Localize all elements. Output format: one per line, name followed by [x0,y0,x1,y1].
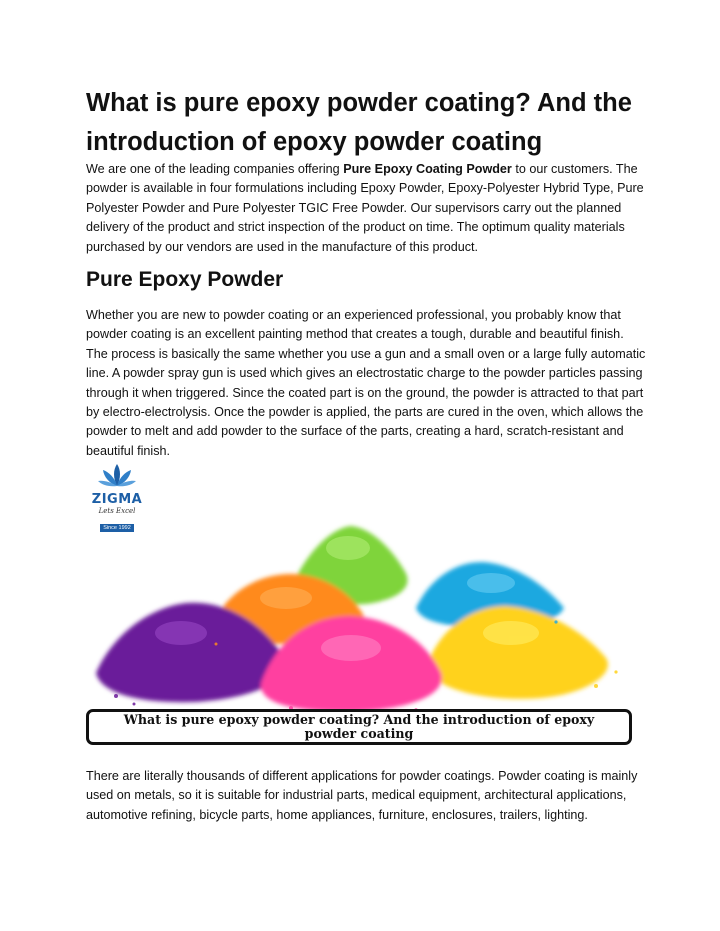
powder-piles-illustration [86,458,638,750]
intro-text-start: We are one of the leading companies offering [86,162,344,176]
intro-text-end: to our customers. The powder is available in four formulations including Epoxy Powder, Epoxy-Polyester Hybrid Type, Pure Polyester Powder and Pure Polyester TGIC Free Powder. Our supervisors carry out the planned delivery of the product and strict inspection of the product on time. The optimum quality materials purchased by our vendors are used in the manufacture of this product. [86,162,644,254]
section-paragraph: Whether you are new to powder coating or an experienced professional, you probably know that powder coating is an excellent painting method that creates a tough, durable and beautiful finish. The process is basically the same whether you use a gun and a small oven or a large fully automatic line. A powder spray gun is used which gives an electrostatic charge to the powder particles passing through it when triggered. Since the coated part is on the ground, the powder is attracted to that part by electro-electrolysis. Once the powder is applied, the parts are cured in the oven, which allows the powder to melt and add powder to the surface of the parts, creating a hard, scratch-resistant and beautiful finish. [86,308,646,458]
logo-tagline: Lets Excel [98,507,136,515]
intro-product-name: Pure Epoxy Coating Powder [343,162,512,176]
logo-since-badge: Since 1992 [100,524,134,532]
figure-caption-box [86,709,632,745]
logo-name: ZIGMA [91,492,143,507]
lotus-icon [97,462,137,488]
closing-paragraph: There are literally thousands of different applications for powder coatings. Powder coating is mainly used on metals, so it is suitable for industrial parts, medical equipment, architectural applications, automotive refining, bicycle parts, home appliances, furniture, enclosures, trailers, lighting. [86,769,638,822]
powder-figure [86,458,638,750]
intro-paragraph [86,160,646,257]
figure-caption: What is pure epoxy powder coating? And the introduction of epoxy powder coating [123,712,595,741]
page-title: What is pure epoxy powder coating? And the introduction of epoxy powder coating [86,89,632,156]
zigma-logo [88,462,146,531]
section-heading: Pure Epoxy Powder [86,268,284,291]
